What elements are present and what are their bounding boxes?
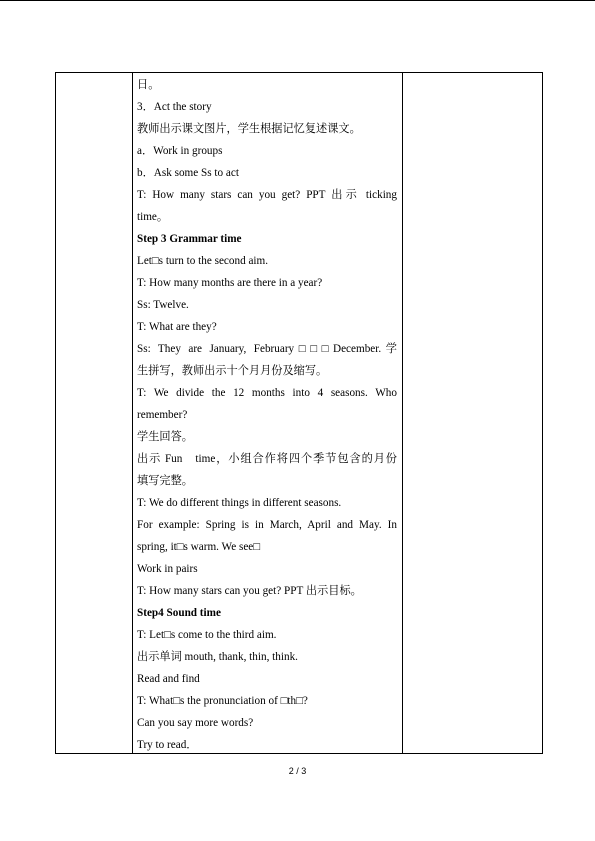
content-line: 3．Act the story (137, 101, 212, 113)
content-line: T: Let□s come to the third aim. (137, 629, 277, 641)
content-line: T: How many months are there in a year? (137, 277, 323, 289)
content-line: For example: Spring is in March, April and May. In (137, 519, 397, 531)
content-line: T: What are they? (137, 321, 217, 333)
content-line: 教师出示课文图片，学生根据记忆复述课文。 (137, 123, 361, 135)
content-line: Step4 Sound time (137, 607, 221, 619)
lesson-content-cell (137, 74, 397, 756)
content-line: T: We do different things in different seasons. (137, 497, 342, 509)
page-number: 2 / 3 (288, 766, 307, 776)
content-line: Can you say more words? (137, 717, 254, 729)
content-line: Step 3 Grammar time (137, 233, 242, 245)
content-line: Ss: They are January, February□□□December.学 (137, 343, 397, 355)
content-line: Read and find (137, 673, 200, 685)
content-line: 生拼写，教师出示十个月月份及缩写。 (137, 365, 328, 377)
content-line: 出示单词 mouth, thank, thin, think. (137, 651, 298, 663)
column-divider-right (402, 73, 403, 753)
content-line: T: How many stars can you get? PPT 出示目标。 (137, 585, 362, 597)
content-line: a．Work in groups (137, 145, 223, 157)
content-line: T: We divide the 12 months into 4 seasons. Who (137, 387, 397, 399)
content-line: time。 (137, 211, 169, 223)
content-line: b．Ask some Ss to act (137, 167, 239, 179)
column-divider-left (132, 73, 133, 753)
content-line: 填写完整。 (137, 475, 193, 487)
content-line: 学生回答。 (137, 431, 193, 443)
content-line: 日。 (137, 79, 160, 91)
content-line: spring, it□s warm. We see□ (137, 541, 261, 553)
content-line: Ss: Twelve. (137, 299, 189, 311)
content-line: 出示 Fun time，小组合作将四个季节包含的月份 (137, 453, 397, 465)
content-line: T: How many stars can you get? PPT 出示 ticking (137, 189, 397, 201)
content-line: T: What□s the pronunciation of □th□? (137, 695, 308, 707)
content-line: remember? (137, 409, 188, 421)
content-line: Try to read． (137, 739, 198, 751)
content-line: Let□s turn to the second aim. (137, 255, 269, 267)
content-line: Work in pairs (137, 563, 198, 575)
header-rule (0, 0, 595, 1)
